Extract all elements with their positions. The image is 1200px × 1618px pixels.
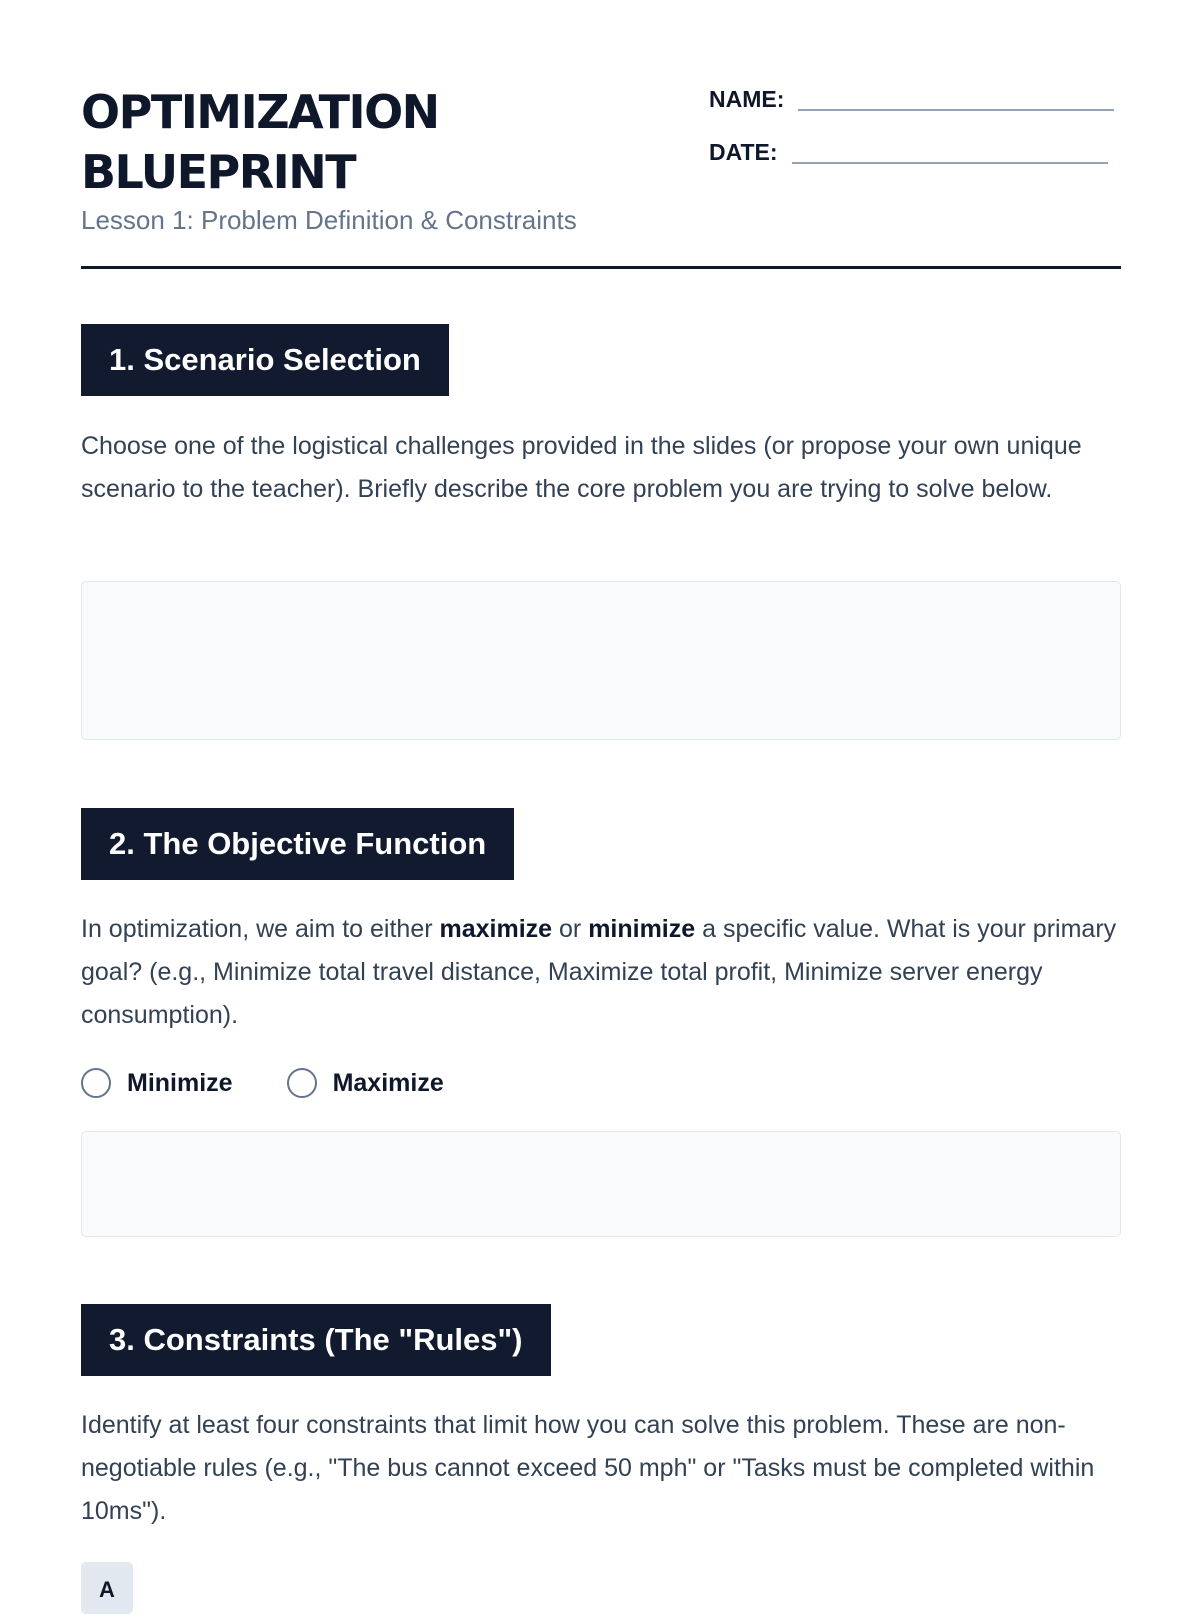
date-field[interactable] [709,139,1108,166]
section-1-heading: 1. Scenario Selection [81,324,449,396]
objective-text-1: In optimization, we aim to either [81,915,440,943]
header-divider [81,266,1121,269]
date-label: DATE: [709,139,778,165]
radio-maximize-circle[interactable] [287,1068,317,1098]
radio-minimize-label[interactable]: Minimize [127,1068,233,1097]
worksheet-title [81,82,439,202]
scenario-answer-box[interactable] [81,581,1121,740]
objective-text-or: or [552,915,589,943]
worksheet-header [81,0,1121,272]
objective-radio-group [81,1068,498,1098]
section-3-instructions: Identify at least four constraints that limit how you can solve this problem. These are non-negotiable rules (e.g., "The bus cannot exceed 50 mph" or "Tasks must be completed within 10ms"). [81,1411,1095,1525]
objective-text-2: a specific value. What is your primary goal? (e.g., Minimize total travel distance, Maximize total profit, Minimize server energy consumption). [81,915,1117,1029]
name-label: NAME: [709,86,785,112]
radio-minimize-circle[interactable] [81,1068,111,1098]
section-2-instructions [81,908,1121,1037]
section-2-heading: 2. The Objective Function [81,808,514,880]
date-line[interactable] [792,162,1108,164]
worksheet-page [81,0,1121,1602]
section-1-instructions: Choose one of the logistical challenges provided in the slides (or propose your own unique scenario to the teacher). Briefly describe the core problem you are trying to solve below. [81,432,1082,503]
lesson-subtitle: Lesson 1: Problem Definition & Constraints [81,205,577,235]
objective-answer-box[interactable] [81,1131,1121,1237]
section-3-heading: 3. Constraints (The "Rules") [81,1304,551,1376]
name-line[interactable] [798,109,1114,111]
constraint-a-tag: A [81,1562,133,1614]
objective-bold-maximize: maximize [439,915,553,943]
radio-minimize[interactable] [81,1068,233,1098]
title-line-1: OPTIMIZATION [81,85,439,139]
radio-maximize[interactable] [287,1068,444,1098]
objective-bold-minimize: minimize [588,915,696,943]
name-field[interactable] [709,86,1114,113]
radio-maximize-label[interactable]: Maximize [332,1068,444,1097]
title-line-2: BLUEPRINT [81,145,356,199]
